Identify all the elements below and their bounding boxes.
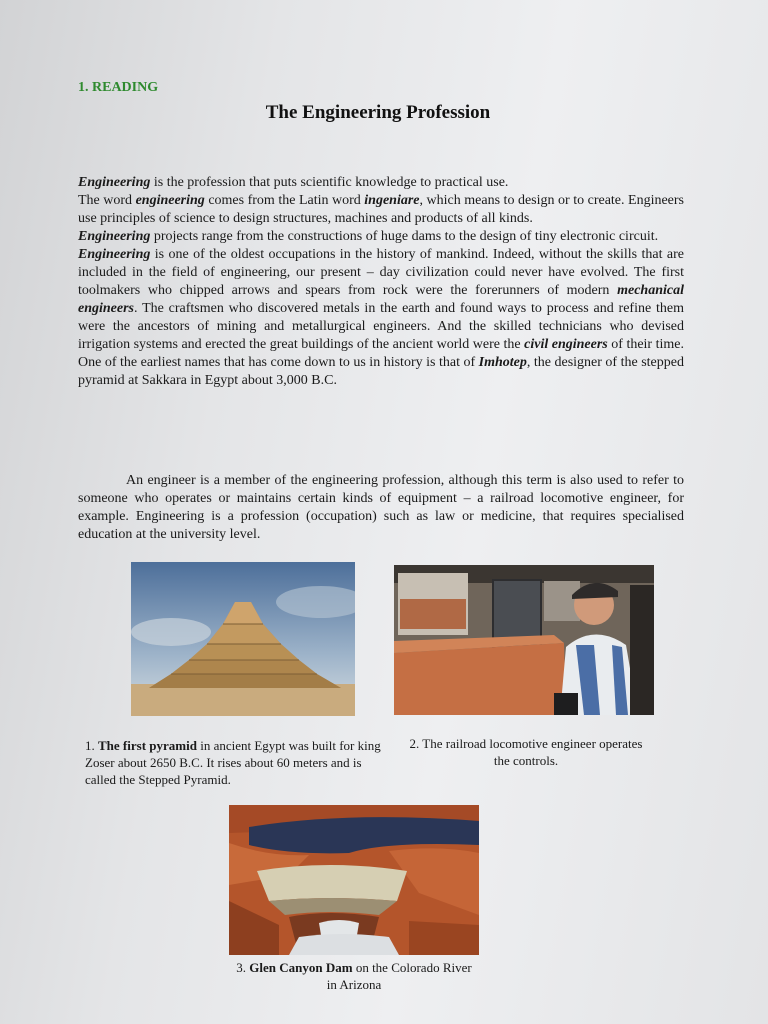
caption-3-number: 3. [236, 960, 250, 975]
term-engineering-word: engineering [135, 193, 205, 208]
caption-1-text: in ancient Egypt was built for king Zoser about 2650 B.C. It rises about 60 meters and is called the Stepped Pyramid. [85, 738, 381, 787]
caption-locomotive: 2. The railroad locomotive engineer operates the controls. [409, 736, 643, 768]
term-ingeniare: ingeniare [364, 193, 420, 208]
paragraph-4-text-c: of their time. One of the earliest names that has come down to us in history is that of [78, 337, 684, 370]
page-title: The Engineering Profession [265, 102, 491, 123]
paragraph-2 [78, 192, 684, 228]
paragraph-4-text-a: is one of the oldest occupations in the history of mankind. Indeed, without the skills that are included in the field of engineering, our present – day civilization could never have evolved. The first toolmakers who chipped arrows and spears from rock were the forerunners of modern [78, 247, 684, 298]
term-engineering-projects: Engineering [78, 229, 151, 244]
dam-photo [229, 805, 479, 955]
paragraph-3 [78, 228, 684, 246]
paragraph-3-text: projects range from the constructions of huge dams to the design of tiny electronic circuit. [150, 229, 659, 244]
paragraph-5-block [78, 472, 684, 544]
pyramid-photo [131, 562, 355, 716]
term-engineering: Engineering [78, 175, 151, 190]
paragraph-4 [78, 246, 684, 390]
term-imhotep: Imhotep [478, 355, 527, 370]
section-label: 1. READING [78, 80, 159, 95]
caption-3-text: on the Colorado River in Arizona [326, 960, 472, 992]
paragraph-1 [78, 174, 684, 192]
term-engineering-oldest: Engineering [78, 247, 151, 262]
term-mechanical-engineers: mechanical engineers [78, 283, 684, 316]
caption-1-number: 1. [85, 738, 98, 753]
paragraph-2-text-b: comes from the Latin word [204, 193, 365, 208]
intro-text [78, 174, 684, 390]
caption-1-bold: The first pyramid [98, 738, 197, 753]
paragraph-2-text-a: The word [78, 193, 136, 208]
caption-pyramid [85, 737, 381, 788]
paragraph-4-text-b: . The craftsmen who discovered metals in the earth and found ways to process and refine them were the ancestors of mining and metallurgical engineers. And the skilled technicians who devised irrigation systems and erected the great buildings of the ancient world were the [78, 301, 684, 352]
term-civil-engineers: civil engineers [524, 337, 608, 352]
paragraph-1-text: is the profession that puts scientific knowledge to practical use. [150, 175, 509, 190]
caption-dam [230, 959, 478, 993]
paragraph-4-text-d: , the designer of the stepped pyramid at Sakkara in Egypt about 3,000 B.C. [78, 355, 684, 388]
paragraph-2-text-c: , which means to design or to create. Engineers use principles of science to design structures, machines and products of all kinds. [78, 193, 684, 226]
paragraph-5: An engineer is a member of the engineering profession, although this term is also used to refer to someone who operates or maintains certain kinds of equipment – a railroad locomotive engineer, for example. Engineering is a profession (occupation) such as law or medicine, that requires specialised education at the university level. [78, 473, 684, 542]
locomotive-engineer-photo [394, 565, 654, 715]
caption-3-bold: Glen Canyon Dam [249, 960, 353, 975]
